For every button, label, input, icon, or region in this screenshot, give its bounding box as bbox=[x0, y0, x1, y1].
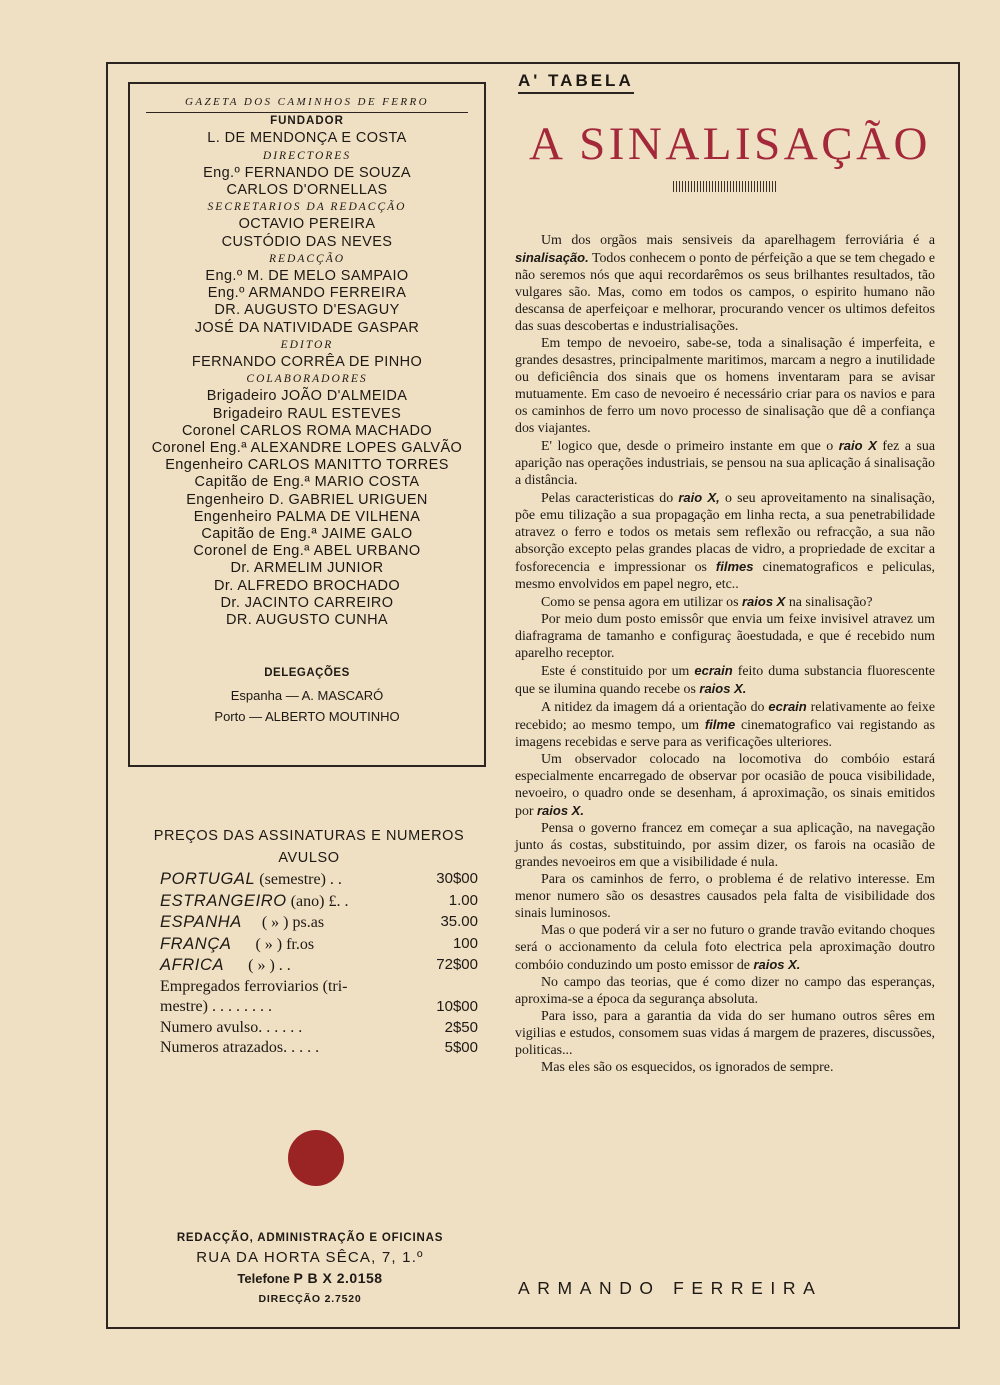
price-region: ESTRANGEIRO bbox=[160, 891, 287, 910]
paragraph-text: Para isso, para a garantia da vida do ser humano outros sêres em vigilias e estudos, consomem suas vidas á margem de prazeres, discussões, politicas... bbox=[515, 1009, 935, 1058]
fundador-label: FUNDADOR bbox=[270, 115, 344, 128]
price-label bbox=[160, 891, 348, 913]
emphasis-text: raio X bbox=[838, 438, 877, 453]
price-row bbox=[140, 955, 478, 977]
price-label bbox=[160, 997, 272, 1018]
emphasis-text: raio X, bbox=[678, 490, 720, 505]
price-value: 72$00 bbox=[436, 956, 478, 973]
redaccao-name: Eng.º M. DE MELO SAMPAIO bbox=[205, 268, 409, 285]
paragraph-text: Mas o que poderá vir a ser no futuro o grande travão evitando choques será o accionamento da celula foto electrica pela aproximação doutro combóio conduzindo um posto emissor de bbox=[515, 923, 935, 973]
paragraph-text: No campo das teorias, que é como dizer no campo das esperanças, aproxima-se a época da segurança absoluta. bbox=[515, 975, 935, 1007]
paragraph-text: E' logico que, desde o primeiro instante em que o bbox=[541, 439, 839, 454]
price-detail: (ano) £. . bbox=[286, 892, 349, 910]
editor-name: FERNANDO CORRÊA DE PINHO bbox=[191, 354, 423, 371]
emphasis-text: sinalisação. bbox=[515, 250, 589, 265]
colaborador-name: Coronel Eng.ª ALEXANDRE LOPES GALVÃO bbox=[151, 440, 463, 457]
paragraph-text: cinematograficos e peliculas, mesmo envolvidos em papel negro, etc.. bbox=[515, 560, 936, 592]
paragraph-text: feito duma substancia fluorescente que se ilumina quando recebe os bbox=[515, 664, 935, 697]
paragraph-text: Para os caminhos de ferro, o problema é de relativo interesse. Em menor numero são os desastres causados pela falta de visibilidade dos sinais luminosos. bbox=[515, 872, 935, 921]
redaccao-label: REDACÇÃO bbox=[268, 252, 346, 265]
price-row bbox=[140, 997, 478, 1018]
paragraph-text: Pensa o governo francez em começar a sua aplicação, na navegação junto ás costas, substituindo, por assim dizer, os farois na ocasião de grandes nevoeiros em que a visibilidade é nula. bbox=[515, 821, 935, 870]
emphasis-text: ecrain bbox=[694, 663, 733, 678]
paragraph-text: cinematografico vai registando as imagens recebidas e serve para as verificações ulteriores. bbox=[515, 718, 935, 750]
phone-number: P B X 2.0158 bbox=[293, 1270, 383, 1286]
masthead-box bbox=[128, 82, 486, 767]
title-ornament bbox=[673, 181, 777, 192]
paragraph-text: fez a sua aparição nas operações industriais, se pensou na sua aplicação á sinalisação a distância. bbox=[515, 439, 936, 488]
fundador-name: L. DE MENDONÇA E COSTA bbox=[207, 130, 407, 147]
directores-label: DIRECTORES bbox=[262, 149, 352, 162]
article-paragraph bbox=[515, 820, 935, 871]
section-heading: A' TABELA bbox=[518, 71, 634, 94]
price-region: AFRICA bbox=[160, 956, 225, 974]
article-body bbox=[515, 232, 935, 1076]
article-paragraph bbox=[515, 1059, 935, 1076]
price-label bbox=[160, 912, 324, 934]
delegacao-entry: Porto — ALBERTO MOUTINHO bbox=[214, 708, 400, 724]
price-label bbox=[160, 955, 291, 977]
paragraph-text: relativamente ao feixe recebido; ao mesmo tempo, um bbox=[515, 700, 935, 733]
article-title: A SINALISAÇÃO bbox=[529, 118, 931, 170]
colaborador-name: Engenheiro D. GABRIEL URIGUEN bbox=[186, 491, 428, 508]
price-label bbox=[160, 977, 347, 998]
article-paragraph bbox=[515, 922, 935, 974]
article-paragraph bbox=[515, 1008, 935, 1059]
price-label bbox=[160, 934, 314, 956]
colaborador-name: Dr. ARMELIM JUNIOR bbox=[230, 560, 384, 577]
emphasis-text: raios X. bbox=[699, 681, 747, 696]
secretarios-label: SECRETARIOS DA REDACÇÃO bbox=[207, 201, 407, 214]
paragraph-text: Todos conhecem o ponto de pérfeição a que se tem chegado e não seremos nós que aqui recordarêmos os seus brilhantes resultados, tão vulgares são. Mas, como em todos os campos, o espirito humano não descansa de aperfeiçoar e melhorar, procurando vencer os ultimos defeitos das suas descobertas e industrialisações. bbox=[515, 251, 935, 334]
price-value: 100 bbox=[452, 934, 478, 952]
paragraph-text: Este é constituido por um bbox=[541, 664, 695, 679]
emphasis-text: raios X bbox=[741, 594, 786, 609]
article-paragraph bbox=[515, 751, 935, 820]
paragraph-text: Em tempo de nevoeiro, sabe-se, toda a sinalisação é imperfeita, e grandes desastres, principalmente maritimos, marcam a negro a inutilidade ou deficiência dos sinais que os homens inventaram para se avisar mutuamente. Em caso de nevoeiro é necessário criar para os navios e para os caminhos de ferro um novo processo de sinalisação que dê a confiança dos viajantes. bbox=[515, 336, 935, 436]
price-region: FRANÇA bbox=[160, 934, 232, 953]
prices-title: AVULSO bbox=[278, 850, 340, 866]
price-value: 35.00 bbox=[440, 913, 478, 930]
article-paragraph bbox=[515, 871, 935, 922]
paragraph-text: Por meio dum posto emissôr que envia um feixe invisivel atravez um diafragrama de tamanho e configuraç ãoestudada, e que é recebido num aparelho receptor. bbox=[515, 612, 935, 661]
paragraph-text: Pelas caracteristicas do bbox=[541, 491, 679, 506]
paragraph-text: Um dos orgãos mais sensiveis da aparelhagem ferroviária é a bbox=[541, 233, 935, 248]
price-row bbox=[140, 869, 478, 891]
price-row bbox=[140, 934, 478, 956]
redaccao-name: Eng.º ARMANDO FERREIRA bbox=[207, 285, 407, 302]
price-region: ESPANHA bbox=[160, 913, 242, 931]
author-signature: ARMANDO FERREIRA bbox=[518, 1278, 823, 1298]
phone-label: Telefone bbox=[237, 1271, 290, 1286]
price-row bbox=[140, 1018, 478, 1039]
director-name: CARLOS D'ORNELLAS bbox=[226, 182, 388, 199]
footer-direccao: DIRECÇÃO 2.7520 bbox=[258, 1293, 362, 1305]
paragraph-text: A nitidez da imagem dá a orientação do bbox=[541, 700, 769, 715]
price-label bbox=[160, 869, 342, 891]
footer-phone bbox=[128, 1268, 492, 1289]
article-paragraph bbox=[515, 437, 935, 489]
price-value bbox=[418, 977, 478, 998]
prices-title: PREÇOS DAS ASSINATURAS E NUMEROS bbox=[153, 828, 465, 844]
emphasis-text: ecrain bbox=[768, 699, 807, 714]
secretario-name: OCTAVIO PEREIRA bbox=[238, 216, 376, 233]
colaborador-name: Coronel de Eng.ª ABEL URBANO bbox=[193, 543, 421, 560]
colaborador-name: Engenheiro CARLOS MANITTO TORRES bbox=[165, 457, 449, 474]
paragraph-text: o seu aproveitamento na sinalisação, põe emu tilização a sua propagação em linha recta, a sua penetrabilidade atravez o ferro e todos os metais sem reflexão ou refracção, a sua não absorção excepto pelas grandes placas de vidro, a propriedade de excitar a fosforecencia e impressionar os bbox=[515, 491, 935, 575]
price-detail: ( » ) fr.os bbox=[231, 935, 315, 953]
redaccao-name: JOSÉ DA NATIVIDADE GASPAR bbox=[194, 319, 420, 336]
emphasis-text: raios X. bbox=[753, 957, 801, 972]
director-name: Eng.º FERNANDO DE SOUZA bbox=[203, 164, 411, 181]
price-value: 30$00 bbox=[436, 870, 478, 887]
price-row bbox=[140, 977, 478, 998]
price-row bbox=[140, 891, 478, 913]
paragraph-text: na sinalisação? bbox=[785, 595, 873, 610]
price-detail: Empregados ferroviarios (tri- bbox=[160, 977, 348, 995]
colaborador-name: Capitão de Eng.ª MARIO COSTA bbox=[194, 474, 420, 491]
colaborador-name: Brigadeiro RAUL ESTEVES bbox=[212, 405, 402, 422]
redaccao-name: DR. AUGUSTO D'ESAGUY bbox=[214, 302, 400, 319]
price-detail: ( » ) . . bbox=[224, 957, 291, 974]
price-value: 5$00 bbox=[444, 1039, 478, 1056]
address-footer bbox=[128, 1228, 492, 1309]
article-paragraph bbox=[515, 611, 935, 662]
article-paragraph bbox=[515, 662, 935, 698]
red-seal-stamp bbox=[288, 1130, 344, 1186]
colaborador-name: Engenheiro PALMA DE VILHENA bbox=[193, 508, 421, 525]
footer-offices: REDACÇÃO, ADMINISTRAÇÃO E OFICINAS bbox=[176, 1232, 444, 1244]
subscription-prices bbox=[140, 825, 478, 1059]
colaborador-name: Dr. ALFREDO BROCHADO bbox=[213, 577, 401, 594]
emphasis-text: filmes bbox=[715, 559, 754, 574]
colaborador-name: Brigadeiro JOÃO D'ALMEIDA bbox=[206, 388, 408, 405]
article-paragraph bbox=[515, 698, 935, 751]
colaborador-name: Dr. JACINTO CARREIRO bbox=[220, 594, 394, 611]
price-row bbox=[140, 912, 478, 934]
price-value: 2$50 bbox=[444, 1018, 478, 1036]
price-detail: Numeros atrazados. . . . . bbox=[160, 1039, 320, 1056]
article-paragraph bbox=[515, 489, 935, 593]
price-value: 10$00 bbox=[436, 998, 478, 1015]
price-region: PORTUGAL bbox=[160, 870, 256, 888]
article-paragraph bbox=[515, 974, 935, 1008]
emphasis-text: filme bbox=[704, 717, 736, 732]
gazeta-title: GAZETA DOS CAMINHOS DE FERRO bbox=[146, 94, 468, 113]
paragraph-text: Um observador colocado na locomotiva do combóio estará especialmente encarregado de observar por ocasião de pouca visibilidade, nevoeiro, o quadro onde se desenham, á aproximação, os sinais emitidos por bbox=[515, 752, 935, 819]
price-label bbox=[160, 1038, 319, 1059]
colaborador-name: DR. AUGUSTO CUNHA bbox=[225, 612, 389, 629]
article-paragraph bbox=[515, 232, 935, 335]
footer-address: RUA DA HORTA SÊCA, 7, 1.º bbox=[196, 1249, 424, 1266]
article-paragraph bbox=[515, 593, 935, 611]
article-paragraph bbox=[515, 335, 935, 437]
paragraph-text: Como se pensa agora em utilizar os bbox=[541, 595, 742, 610]
emphasis-text: raios X. bbox=[537, 803, 584, 818]
price-table bbox=[140, 869, 478, 1059]
colaborador-name: Capitão de Eng.ª JAIME GALO bbox=[201, 526, 413, 543]
delegacoes-label: DELEGAÇÕES bbox=[264, 667, 350, 680]
editor-label: EDITOR bbox=[280, 338, 334, 351]
price-detail: mestre) . . . . . . . . bbox=[160, 998, 272, 1015]
colaboradores-label: COLABORADORES bbox=[246, 373, 368, 386]
colaborador-name: Coronel CARLOS ROMA MACHADO bbox=[181, 422, 433, 439]
secretario-name: CUSTÓDIO DAS NEVES bbox=[221, 233, 393, 250]
paragraph-text: Mas eles são os esquecidos, os ignorados de sempre. bbox=[541, 1060, 834, 1075]
delegacao-entry: Espanha — A. MASCARÓ bbox=[230, 687, 384, 703]
price-detail: Numero avulso. . . . . . bbox=[160, 1018, 303, 1036]
price-detail: ( » ) ps.as bbox=[241, 914, 325, 931]
price-row bbox=[140, 1038, 478, 1059]
price-label bbox=[160, 1018, 302, 1039]
price-value: 1.00 bbox=[448, 891, 478, 909]
price-detail: (semestre) . . bbox=[255, 871, 342, 888]
